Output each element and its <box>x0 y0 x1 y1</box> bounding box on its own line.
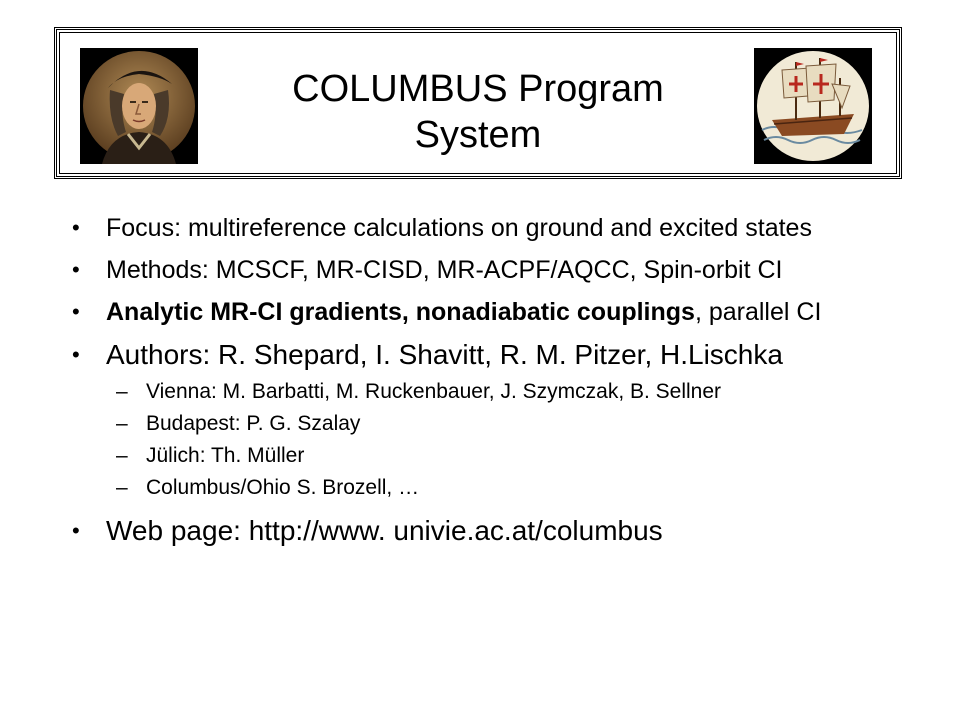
bullet-text: Focus: multireference calculations on ground and excited states <box>106 214 812 242</box>
subbullet-ohio <box>106 472 892 504</box>
sub-text: Budapest: P. G. Szalay <box>146 412 361 435</box>
subbullet-vienna <box>106 376 892 408</box>
sub-marker: – <box>116 476 128 499</box>
slide-title <box>217 66 739 158</box>
bullet-authors <box>72 338 892 504</box>
sub-text: Vienna: M. Barbatti, M. Ruckenbauer, J. Szymczak, B. Sellner <box>146 380 722 403</box>
web-page-text: Web page: http://www. univie.ac.at/columbus <box>106 515 663 546</box>
bullet-marker: • <box>72 257 80 282</box>
bullet-text: Methods: MCSCF, MR-CISD, MR-ACPF/AQCC, Spin-orbit CI <box>106 256 783 284</box>
sub-text: Jülich: Th. Müller <box>146 444 305 467</box>
sub-marker: – <box>116 444 128 467</box>
title-box <box>54 27 902 179</box>
bullet-text <box>106 298 821 326</box>
sub-text: Columbus/Ohio S. Brozell, … <box>146 476 420 499</box>
columbus-portrait-image <box>80 48 198 164</box>
bullet-marker: • <box>72 518 80 543</box>
subbullet-budapest <box>106 408 892 440</box>
bullet-bold-text: Analytic MR-CI gradients, nonadiabatic couplings <box>106 298 695 326</box>
title-line-1: COLUMBUS Program <box>292 68 664 110</box>
bullet-rest-text: , parallel CI <box>694 298 822 326</box>
subbullet-julich <box>106 440 892 472</box>
bullet-methods <box>72 254 892 286</box>
sub-marker: – <box>116 412 128 435</box>
bullet-analytic <box>72 296 892 328</box>
bullet-list <box>72 212 892 558</box>
bullet-marker: • <box>72 299 80 324</box>
bullet-marker: • <box>72 342 80 367</box>
author-sublist <box>106 376 892 504</box>
santa-maria-ship-image <box>754 48 872 164</box>
title-line-2: System <box>414 114 542 156</box>
bullet-focus <box>72 212 892 244</box>
bullet-web-page <box>72 514 892 548</box>
sub-marker: – <box>116 380 128 403</box>
bullet-text: Authors: R. Shepard, I. Shavitt, R. M. Pitzer, H.Lischka <box>106 339 783 370</box>
bullet-marker: • <box>72 215 80 240</box>
